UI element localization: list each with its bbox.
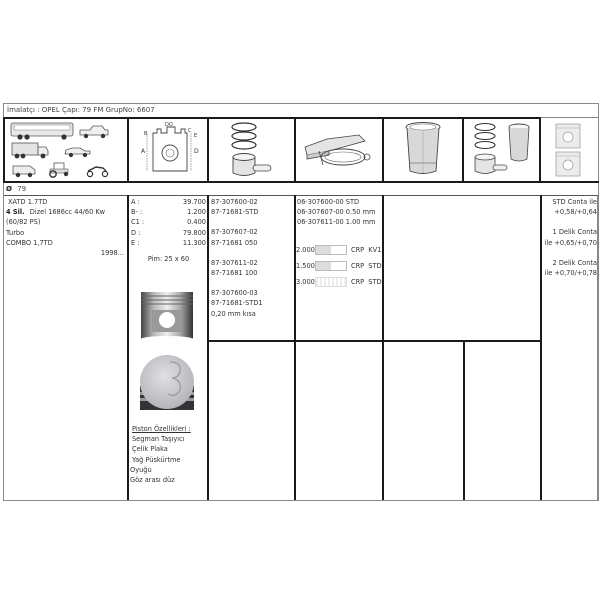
dimensions-list	[131, 197, 206, 264]
feature-item: Göz arası düz	[130, 476, 175, 485]
pin-size: Pim: 25 x 60	[147, 255, 190, 264]
divider	[207, 195, 209, 500]
diameter-row-bottom-border	[3, 195, 599, 196]
svg-text:DO: DO	[165, 122, 173, 128]
svg-text:E: E	[194, 133, 198, 139]
feature-item: Yağ Püskürtme	[132, 455, 181, 464]
gasket-bar-icon	[315, 245, 347, 255]
dimension-row: B- : 1.200	[131, 208, 206, 217]
diameter-row	[4, 183, 598, 195]
piston-code: 87-71681 050	[211, 238, 258, 247]
piston-features	[130, 424, 206, 485]
engine-spec	[6, 207, 126, 217]
piston-code: 87-71681-STD1	[211, 299, 263, 308]
protrusion-note-line: STD Conta ile	[552, 198, 597, 206]
svg-text:A: A	[141, 148, 146, 155]
protrusion-note-line: 2 Delik Conta	[552, 258, 597, 267]
gasket-thickness-row: 3.000 CRP STD	[296, 278, 382, 286]
engine-power: (60/82 PS)	[6, 218, 41, 227]
gasket-code: 06-307611-00 1.00 mm	[297, 218, 376, 227]
liner-kit-icon	[464, 119, 539, 181]
piston-top-photo	[138, 352, 196, 412]
cylinder-liner-icon	[384, 119, 462, 181]
divider	[597, 195, 598, 500]
dimension-row: C1 : 0.400	[131, 218, 206, 227]
piston-dimension-diagram-icon	[129, 119, 207, 181]
piston-codes	[211, 197, 293, 319]
cylinder-count: 4 Sil.	[6, 208, 25, 217]
svg-text:B: B	[144, 131, 148, 137]
divider	[294, 195, 296, 500]
manufacturer-header: İmalatçı : OPEL Çapı: 79 FM GrupNo: 6607	[3, 103, 599, 118]
gasket-thickness-row: 1.500 CRP STD	[296, 262, 382, 270]
piston-features-title: Piston Özellikleri :	[132, 425, 191, 433]
divider	[382, 195, 384, 500]
svg-text:C: C	[188, 128, 192, 134]
piston-code: 87-71681 100	[211, 269, 258, 278]
gasket-bar-icon	[315, 277, 347, 287]
divider	[3, 195, 4, 500]
piston-note: 0,20 mm kısa	[211, 309, 256, 318]
vehicle-model: COMBO 1,7TD	[6, 238, 53, 247]
dimension-row: D : 79.800	[131, 228, 206, 237]
piston-side-photo	[138, 290, 196, 342]
engine-code: XATD 1.7TD	[8, 198, 48, 206]
piston-code: 87-307607-02	[211, 228, 258, 237]
feature-item: Çelik Plaka	[132, 445, 168, 454]
vehicle-info	[6, 197, 126, 258]
engine-turbo: Turbo	[6, 228, 25, 237]
feature-item: Oyuğu	[130, 465, 152, 474]
gasket-set-icon	[296, 119, 382, 181]
svg-text:- -: - -	[582, 155, 586, 159]
gasket-code: 06-307607-00 0.50 mm	[297, 208, 376, 217]
protrusion-note-line: 1 Delik Conta	[552, 228, 597, 237]
svg-text:- -: - -	[582, 127, 586, 131]
divider	[127, 195, 129, 500]
dimension-row: E : 11.300	[131, 238, 206, 247]
piston-profile-icon	[541, 119, 598, 181]
piston-code: 87-307600-02	[211, 198, 258, 206]
piston-code: 87-71681-STD	[211, 208, 259, 217]
protrusion-note-line: ile +0,65/+0,70	[544, 238, 597, 247]
svg-text:D: D	[194, 148, 199, 155]
gasket-thickness-list	[296, 242, 383, 290]
model-year: 1998...	[100, 249, 124, 258]
protrusion-note-line: +0,58/+0,64	[554, 208, 597, 217]
gasket-thickness-row: 2.000 CRP KV1	[296, 246, 382, 254]
piston-code: 87-307611-02	[211, 258, 258, 267]
vehicle-types-icon	[5, 119, 127, 181]
gasket-code: 06-307600-00 STD	[297, 198, 360, 206]
lower-row-top-border	[208, 340, 542, 342]
diameter-value: 79	[17, 185, 27, 193]
protrusion-note-line: ile +0,70/+0,78	[544, 269, 597, 278]
dimension-row: A : 39.700	[131, 198, 206, 206]
protrusion-notes	[541, 197, 597, 278]
engine-detail: Dizel 1686cc 44/60 Kw	[29, 208, 106, 217]
piston-with-rings-icon	[209, 119, 294, 181]
gasket-bar-icon	[315, 261, 347, 271]
diameter-icon: Ø	[6, 185, 12, 193]
divider	[463, 341, 465, 500]
piston-code: 87-307600-03	[211, 289, 258, 298]
feature-item: Segman Taşıyıcı	[132, 435, 185, 444]
gasket-codes	[297, 197, 383, 228]
